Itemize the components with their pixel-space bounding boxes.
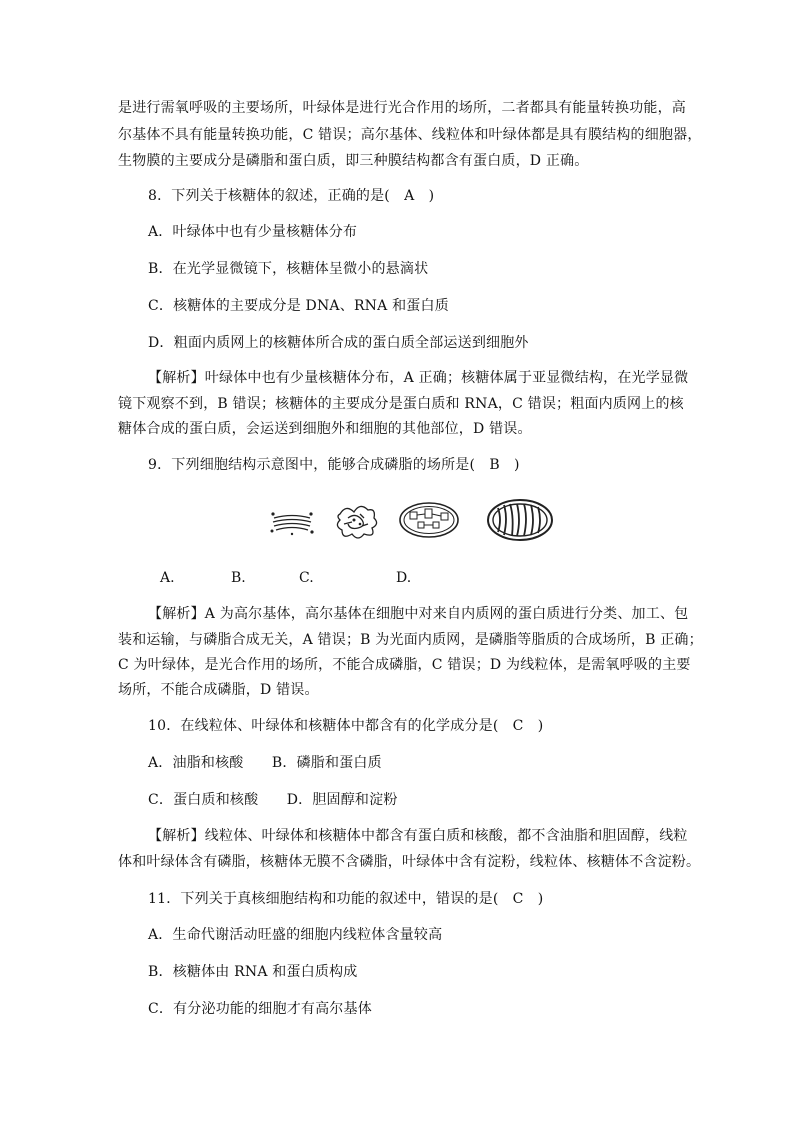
text-line: 尔基体不具有能量转换功能，C 错误；高尔基体、线粒体和叶绿体都是具有膜结构的细胞器， [118, 127, 702, 143]
explanation-line: 【解析】叶绿体中也有少量核糖体分布，A 正确；核糖体属于亚显微结构，在光学显微 [148, 370, 689, 386]
explanation-line: 【解析】线粒体、叶绿体和核糖体中都含有蛋白质和核酸，都不含油脂和胆固醇，线粒 [148, 828, 688, 844]
golgi-figure [270, 510, 314, 536]
explanation-line: 装和运输，与磷脂合成无关，A 错误；B 为光面内质网，是磷脂等脂质的合成场所，B 正确； [118, 632, 703, 648]
explanation-line: C 为叶绿体，是光合作用的场所，不能合成磷脂，C 错误；D 为线粒体，是需氧呼吸的主要 [118, 657, 691, 673]
organelle-figures [262, 496, 562, 548]
option-c: C．核糖体的主要成分是 DNA、RNA 和蛋白质 [148, 298, 449, 314]
chloroplast-figure [398, 500, 460, 540]
question-10: 10．在线粒体、叶绿体和核糖体中都含有的化学成分是( C ) [148, 718, 544, 734]
option-a: A．叶绿体中也有少量核糖体分布 [148, 224, 358, 240]
explanation-line: 镜下观察不到，B 错误；核糖体的主要成分是蛋白质和 RNA，C 错误；粗面内质网上的核 [118, 396, 684, 412]
explanation-line: 体和叶绿体含有磷脂，核糖体无膜不含磷脂，叶绿体中含有淀粉，线粒体、核糖体不含淀粉。 [118, 854, 701, 870]
mitochondrion-figure [486, 498, 554, 542]
figure-label-c: C. [299, 570, 314, 586]
option-b: B．在光学显微镜下，核糖体呈微小的悬滴状 [148, 261, 429, 277]
options-cd: C．蛋白质和核酸 D．胆固醇和淀粉 [148, 792, 398, 808]
question-8: 8．下列关于核糖体的叙述，正确的是( A ) [148, 188, 435, 204]
options-ab: A．油脂和核酸 B．磷脂和蛋白质 [148, 755, 382, 771]
question-11: 11．下列关于真核细胞结构和功能的叙述中，错误的是( C ) [148, 891, 544, 907]
figure-label-b: B. [231, 570, 246, 586]
explanation-line: 场所，不能合成磷脂，D 错误。 [118, 682, 319, 698]
option-c: C．有分泌功能的细胞才有高尔基体 [148, 1001, 372, 1017]
option-a: A．生命代谢活动旺盛的细胞内线粒体含量较高 [148, 927, 443, 943]
explanation-line: 糖体合成的蛋白质，会运送到细胞外和细胞的其他部位，D 错误。 [118, 421, 532, 437]
smooth-er-figure [332, 500, 382, 544]
figure-label-d: D. [396, 570, 412, 586]
figure-label-a: A. [160, 570, 175, 586]
text-line: 是进行需氧呼吸的主要场所，叶绿体是进行光合作用的场所，二者都具有能量转换功能，高 [118, 100, 686, 116]
question-9: 9．下列细胞结构示意图中，能够合成磷脂的场所是( B ) [148, 457, 520, 473]
text-line: 生物膜的主要成分是磷脂和蛋白质，即三种膜结构都含有蛋白质，D 正确。 [118, 153, 589, 169]
option-d: D．粗面内质网上的核糖体所合成的蛋白质全部运送到细胞外 [148, 335, 529, 351]
option-b: B．核糖体由 RNA 和蛋白质构成 [148, 964, 358, 980]
explanation-line: 【解析】A 为高尔基体，高尔基体在细胞中对来自内质网的蛋白质进行分类、加工、包 [148, 606, 689, 622]
